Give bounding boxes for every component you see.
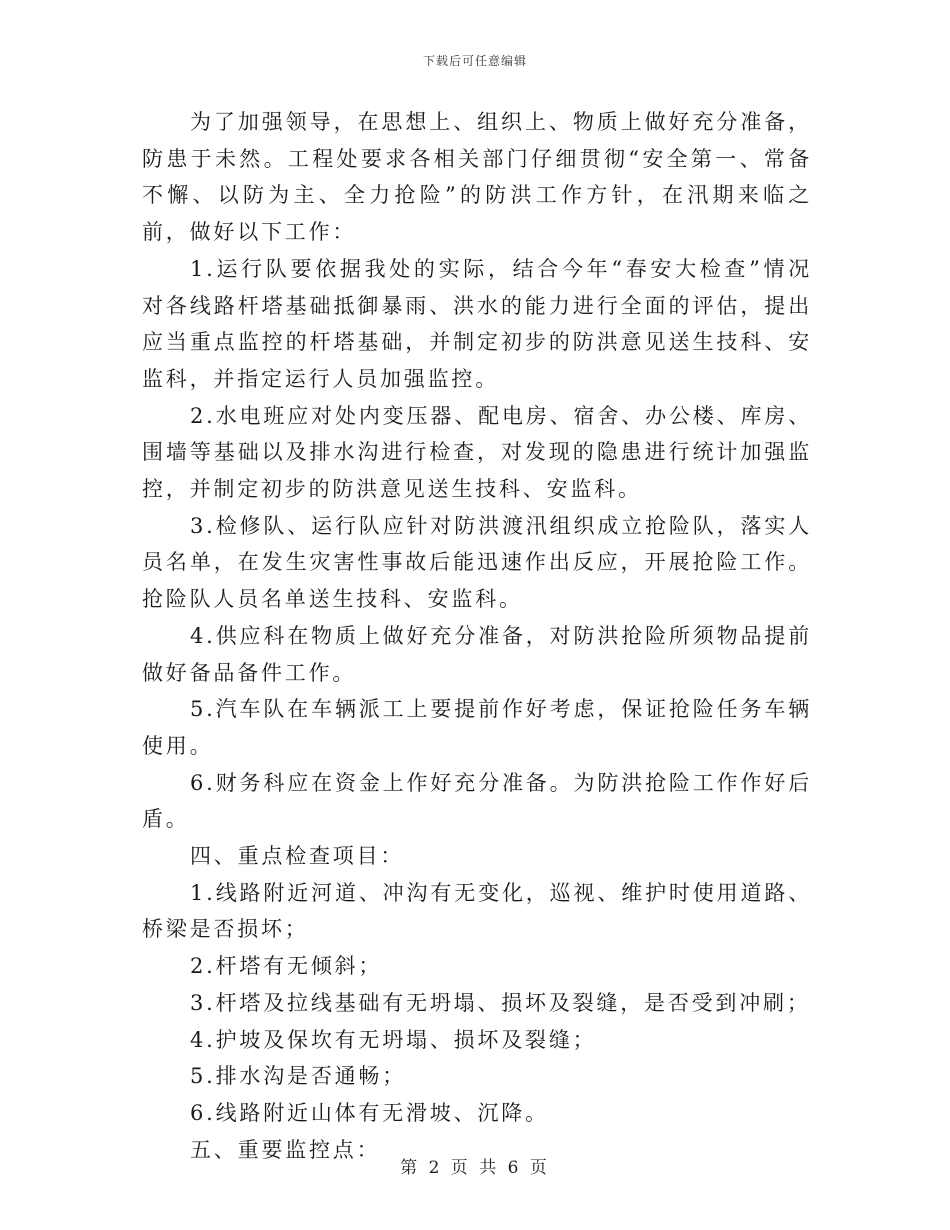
- section-heading: 四、重点检查项目：: [190, 844, 405, 869]
- section-heading: 五、重要监控点：: [190, 1137, 381, 1162]
- list-item: 1.运行队要依据我处的实际，结合今年“春安大检查”情况对各线路杆塔基础抵御暴雨、洪水的能力进行全面的评估，提出应当重点监控的杆塔基础，并制定初步的防洪意见送生技科、安监科，并指定运行人员加强监控。: [142, 256, 812, 391]
- page-header: 下载后可任意编辑: [422, 54, 527, 68]
- intro-paragraph: 为了加强领导，在思想上、组织上、物质上做好充分准备，防患于未然。工程处要求各相关部门仔细贯彻“安全第一、常备不懈、以防为主、全力抢险”的防洪工作方针，在汛期来临之前，做好以下工作：: [142, 110, 812, 245]
- list-item: 3.杆塔及拉线基础有无坍塌、损坏及裂缝，是否受到冲刷；: [190, 990, 811, 1015]
- list-item: 3.检修队、运行队应针对防洪渡汛组织成立抢险队，落实人员名单，在发生灾害性事故后能迅速作出反应，开展抢险工作。抢险队人员名单送生技科、安监科。: [142, 513, 812, 612]
- document-body: [142, 104, 812, 1168]
- list-item: 2.水电班应对处内变压器、配电房、宿舍、办公楼、库房、围墙等基础以及排水沟进行检查，对发现的隐患进行统计加强监控，并制定初步的防洪意见送生技科、安监科。: [142, 403, 812, 502]
- list-item: 1.线路附近河道、冲沟有无变化，巡视、维护时使用道路、桥梁是否损坏；: [142, 880, 812, 942]
- list-item: 6.线路附近山体有无滑坡、沉降。: [190, 1100, 549, 1125]
- list-item: 4.护坡及保坎有无坍塌、损坏及裂缝；: [190, 1027, 597, 1052]
- list-item: 5.排水沟是否通畅；: [190, 1064, 407, 1089]
- list-item: 5.汽车队在车辆派工上要提前作好考虑，保证抢险任务车辆使用。: [142, 697, 812, 758]
- list-item: 4.供应科在物质上做好充分准备，对防洪抢险所须物品提前做好备品备件工作。: [142, 623, 812, 685]
- list-item: 2.杆塔有无倾斜；: [190, 954, 383, 979]
- list-item: 6.财务科应在资金上作好充分准备。为防洪抢险工作作好后盾。: [142, 770, 812, 832]
- page-footer: 第 2 页 共 6 页: [400, 1158, 550, 1178]
